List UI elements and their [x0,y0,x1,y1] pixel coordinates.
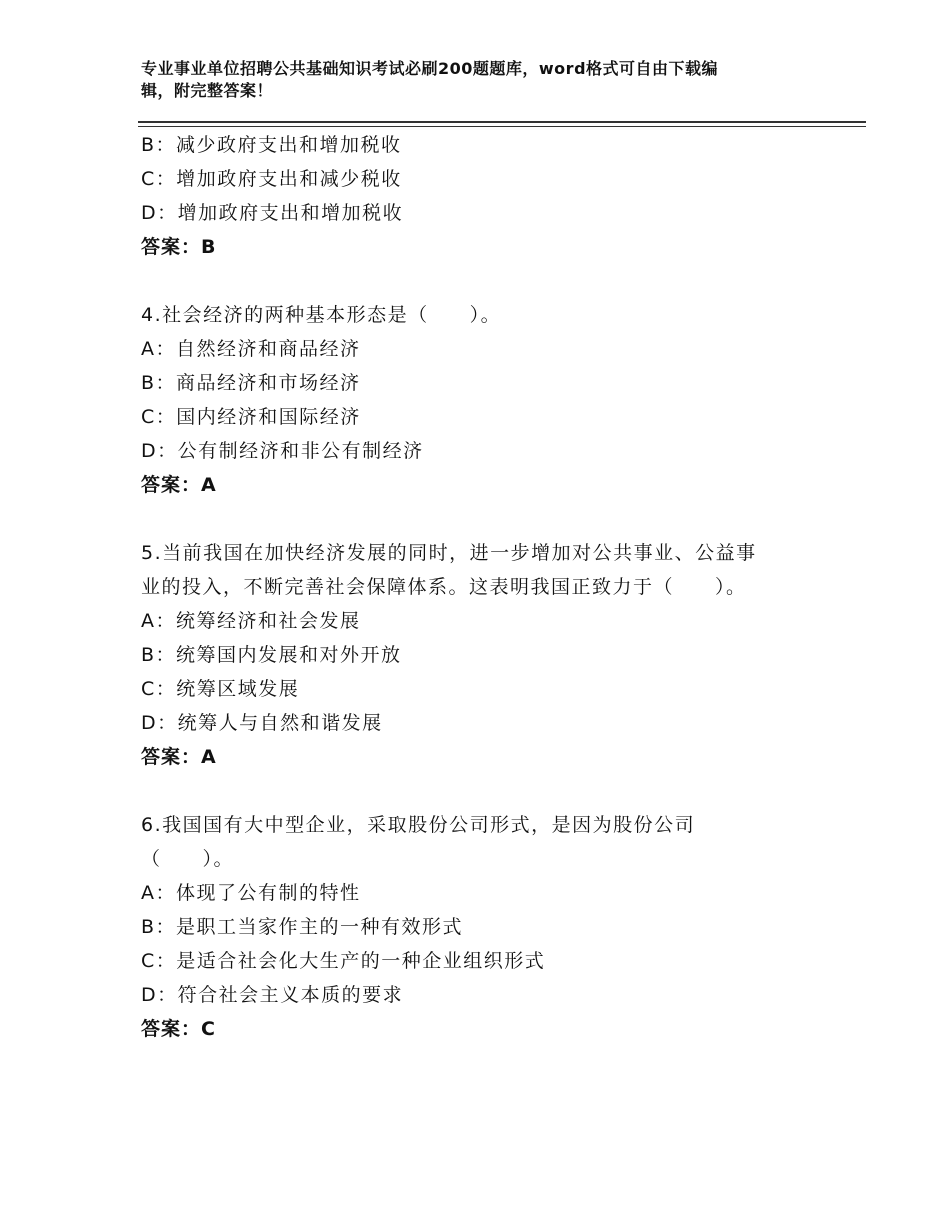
q3-option-b: B：减少政府支出和增加税收 [141,134,402,156]
spacer [141,264,841,298]
q3-option-c: C：增加政府支出和减少税收 [141,168,402,190]
question-list [141,128,841,1046]
q6-question-line-2: （ ）。 [141,848,235,870]
q4-question: 4.社会经济的两种基本形态是（ ）。 [141,304,502,326]
header-divider-thick [138,121,866,123]
q4-option-a: A：自然经济和商品经济 [141,338,361,360]
q3-option-d: D：增加政府支出和增加税收 [141,202,404,224]
question-4-block [141,298,841,502]
q4-option-c: C：国内经济和国际经济 [141,406,361,428]
q4-option-d: D：公有制经济和非公有制经济 [141,440,424,462]
q5-option-b: B：统筹国内发展和对外开放 [141,644,402,666]
header-divider-thin [138,126,866,127]
q5-answer: 答案：A [141,746,217,768]
q5-option-c: C：统筹区域发展 [141,678,300,700]
q6-question-line-1: 6.我国国有大中型企业，采取股份公司形式，是因为股份公司 [141,814,696,836]
page-header [141,58,821,102]
spacer [141,774,841,808]
q5-option-a: A：统筹经济和社会发展 [141,610,361,632]
q5-option-d: D：统筹人与自然和谐发展 [141,712,383,734]
q6-option-c: C：是适合社会化大生产的一种企业组织形式 [141,950,546,972]
q4-answer: 答案：A [141,474,217,496]
header-line-2: 辑，附完整答案！ [141,81,274,100]
q4-option-b: B：商品经济和市场经济 [141,372,361,394]
q6-option-a: A：体现了公有制的特性 [141,882,361,904]
question-3-block [141,128,841,264]
spacer [141,502,841,536]
q6-option-b: B：是职工当家作主的一种有效形式 [141,916,464,938]
question-5-block [141,536,841,774]
header-line-1: 专业事业单位招聘公共基础知识考试必刷200题题库，word格式可自由下载编 [141,59,719,78]
q5-question-line-1: 5.当前我国在加快经济发展的同时，进一步增加对公共事业、公益事 [141,542,757,564]
q5-question-line-2: 业的投入，不断完善社会保障体系。这表明我国正致力于（ ）。 [141,576,747,598]
question-6-block [141,808,841,1046]
q6-option-d: D：符合社会主义本质的要求 [141,984,404,1006]
q3-answer: 答案：B [141,236,217,258]
q6-answer: 答案：C [141,1018,216,1040]
